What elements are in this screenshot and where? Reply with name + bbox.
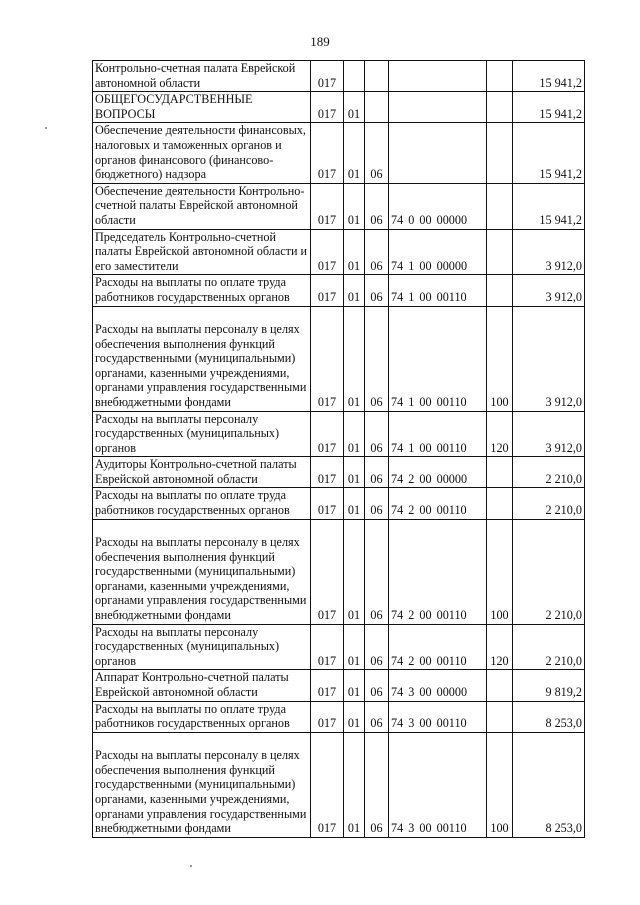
row-target-item-code: 74 1 00 00000	[389, 229, 487, 275]
row-amount: 15 941,2	[513, 183, 585, 229]
row-amount: 9 819,2	[513, 670, 585, 701]
row-name: Расходы на выплаты по оплате труда работников государственных органов	[93, 275, 311, 306]
row-target-item-code: 74 3 00 00000	[389, 670, 487, 701]
row-amount: 15 941,2	[513, 92, 585, 123]
row-amount: 3 912,0	[513, 229, 585, 275]
row-name: Аппарат Контрольно-счетной палаты Еврейской автономной области	[93, 670, 311, 701]
row-expense-type-code	[487, 488, 513, 519]
row-ministry-code: 017	[311, 624, 344, 670]
row-name: Обеспечение деятельности финансовых, налоговых и таможенных органов и органов финансового (финансово-бюджетного) надзора	[93, 123, 311, 183]
row-section-code: 01	[344, 306, 365, 411]
row-amount: 15 941,2	[513, 123, 585, 183]
table-row	[93, 229, 585, 275]
row-target-item-code: 74 1 00 00110	[389, 275, 487, 306]
table-row	[93, 701, 585, 732]
row-expense-type-code	[487, 275, 513, 306]
row-expense-type-code	[487, 229, 513, 275]
row-ministry-code: 017	[311, 457, 344, 488]
row-name: Расходы на выплаты персоналу в целях обеспечения выполнения функций государственными (муниципальными) органами, казенными учреждениями, органами управления государственными внебюджетными фондами	[93, 519, 311, 624]
row-ministry-code: 017	[311, 229, 344, 275]
row-subsection-code: 06	[365, 411, 389, 457]
row-subsection-code: 06	[365, 306, 389, 411]
row-target-item-code	[389, 123, 487, 183]
row-target-item-code: 74 1 00 00110	[389, 411, 487, 457]
row-expense-type-code	[487, 701, 513, 732]
table-row	[93, 624, 585, 670]
row-target-item-code: 74 0 00 00000	[389, 183, 487, 229]
table-row	[93, 670, 585, 701]
row-ministry-code: 017	[311, 670, 344, 701]
row-section-code: 01	[344, 519, 365, 624]
row-target-item-code: 74 3 00 00110	[389, 732, 487, 837]
row-ministry-code: 017	[311, 123, 344, 183]
row-section-code: 01	[344, 701, 365, 732]
row-subsection-code: 06	[365, 701, 389, 732]
row-ministry-code: 017	[311, 306, 344, 411]
row-section-code: 01	[344, 229, 365, 275]
row-section-code: 01	[344, 670, 365, 701]
row-section-code: 01	[344, 488, 365, 519]
row-target-item-code: 74 2 00 00110	[389, 488, 487, 519]
row-expense-type-code	[487, 61, 513, 92]
row-expense-type-code	[487, 183, 513, 229]
page-number: 189	[310, 34, 330, 49]
row-subsection-code: 06	[365, 123, 389, 183]
table-row	[93, 519, 585, 624]
row-subsection-code: 06	[365, 275, 389, 306]
table-row	[93, 123, 585, 183]
row-expense-type-code: 120	[487, 411, 513, 457]
row-section-code: 01	[344, 624, 365, 670]
row-ministry-code: 017	[311, 411, 344, 457]
row-section-code: 01	[344, 732, 365, 837]
row-section-code	[344, 61, 365, 92]
row-target-item-code: 74 2 00 00110	[389, 519, 487, 624]
row-ministry-code: 017	[311, 183, 344, 229]
row-expense-type-code	[487, 92, 513, 123]
row-ministry-code: 017	[311, 732, 344, 837]
table-row	[93, 411, 585, 457]
row-amount: 15 941,2	[513, 61, 585, 92]
row-name: ОБЩЕГОСУДАРСТВЕННЫЕ ВОПРОСЫ	[93, 92, 311, 123]
table-row	[93, 275, 585, 306]
row-section-code: 01	[344, 457, 365, 488]
row-expense-type-code: 100	[487, 732, 513, 837]
row-amount: 2 210,0	[513, 624, 585, 670]
scan-speck	[190, 865, 192, 867]
row-name: Аудиторы Контрольно-счетной палаты Еврейской автономной области	[93, 457, 311, 488]
row-ministry-code: 017	[311, 519, 344, 624]
table-body	[93, 61, 585, 838]
row-subsection-code: 06	[365, 457, 389, 488]
row-ministry-code: 017	[311, 275, 344, 306]
row-expense-type-code	[487, 457, 513, 488]
row-amount: 3 912,0	[513, 275, 585, 306]
table-row	[93, 61, 585, 92]
row-section-code: 01	[344, 183, 365, 229]
row-target-item-code	[389, 61, 487, 92]
row-name: Расходы на выплаты по оплате труда работников государственных органов	[93, 701, 311, 732]
row-subsection-code: 06	[365, 670, 389, 701]
row-amount: 8 253,0	[513, 701, 585, 732]
row-amount: 3 912,0	[513, 411, 585, 457]
row-name: Расходы на выплаты персоналу в целях обеспечения выполнения функций государственными (муниципальными) органами, казенными учреждениями, органами управления государственными внебюджетными фондами	[93, 306, 311, 411]
row-name: Председатель Контрольно-счетной палаты Еврейской автономной области и его заместители	[93, 229, 311, 275]
row-amount: 3 912,0	[513, 306, 585, 411]
row-name: Расходы на выплаты персоналу в целях обеспечения выполнения функций государственными (муниципальными) органами, казенными учреждениями, органами управления государственными внебюджетными фондами	[93, 732, 311, 837]
row-amount: 8 253,0	[513, 732, 585, 837]
row-subsection-code: 06	[365, 183, 389, 229]
table-row	[93, 732, 585, 837]
table-row	[93, 457, 585, 488]
row-subsection-code	[365, 61, 389, 92]
row-section-code: 01	[344, 411, 365, 457]
row-expense-type-code: 100	[487, 519, 513, 624]
row-expense-type-code: 100	[487, 306, 513, 411]
row-name: Контрольно-счетная палата Еврейской автономной области	[93, 61, 311, 92]
row-subsection-code: 06	[365, 732, 389, 837]
row-section-code: 01	[344, 123, 365, 183]
row-ministry-code: 017	[311, 61, 344, 92]
row-name: Расходы на выплаты по оплате труда работников государственных органов	[93, 488, 311, 519]
row-target-item-code: 74 3 00 00110	[389, 701, 487, 732]
row-expense-type-code: 120	[487, 624, 513, 670]
row-expense-type-code	[487, 670, 513, 701]
table-row	[93, 92, 585, 123]
row-subsection-code	[365, 92, 389, 123]
budget-table	[92, 60, 585, 838]
row-amount: 2 210,0	[513, 519, 585, 624]
table-row	[93, 183, 585, 229]
row-ministry-code: 017	[311, 701, 344, 732]
row-target-item-code: 74 2 00 00000	[389, 457, 487, 488]
row-ministry-code: 017	[311, 488, 344, 519]
row-amount: 2 210,0	[513, 488, 585, 519]
row-section-code: 01	[344, 275, 365, 306]
table-row	[93, 488, 585, 519]
row-name: Обеспечение деятельности Контрольно-счетной палаты Еврейской автономной области	[93, 183, 311, 229]
row-amount: 2 210,0	[513, 457, 585, 488]
table-row	[93, 306, 585, 411]
row-expense-type-code	[487, 123, 513, 183]
row-target-item-code: 74 2 00 00110	[389, 624, 487, 670]
row-name: Расходы на выплаты персоналу государственных (муниципальных) органов	[93, 624, 311, 670]
row-subsection-code: 06	[365, 519, 389, 624]
row-target-item-code: 74 1 00 00110	[389, 306, 487, 411]
row-subsection-code: 06	[365, 229, 389, 275]
row-name: Расходы на выплаты персоналу государственных (муниципальных) органов	[93, 411, 311, 457]
row-subsection-code: 06	[365, 624, 389, 670]
row-section-code: 01	[344, 92, 365, 123]
row-ministry-code: 017	[311, 92, 344, 123]
row-target-item-code	[389, 92, 487, 123]
scan-speck	[45, 127, 47, 129]
row-subsection-code: 06	[365, 488, 389, 519]
